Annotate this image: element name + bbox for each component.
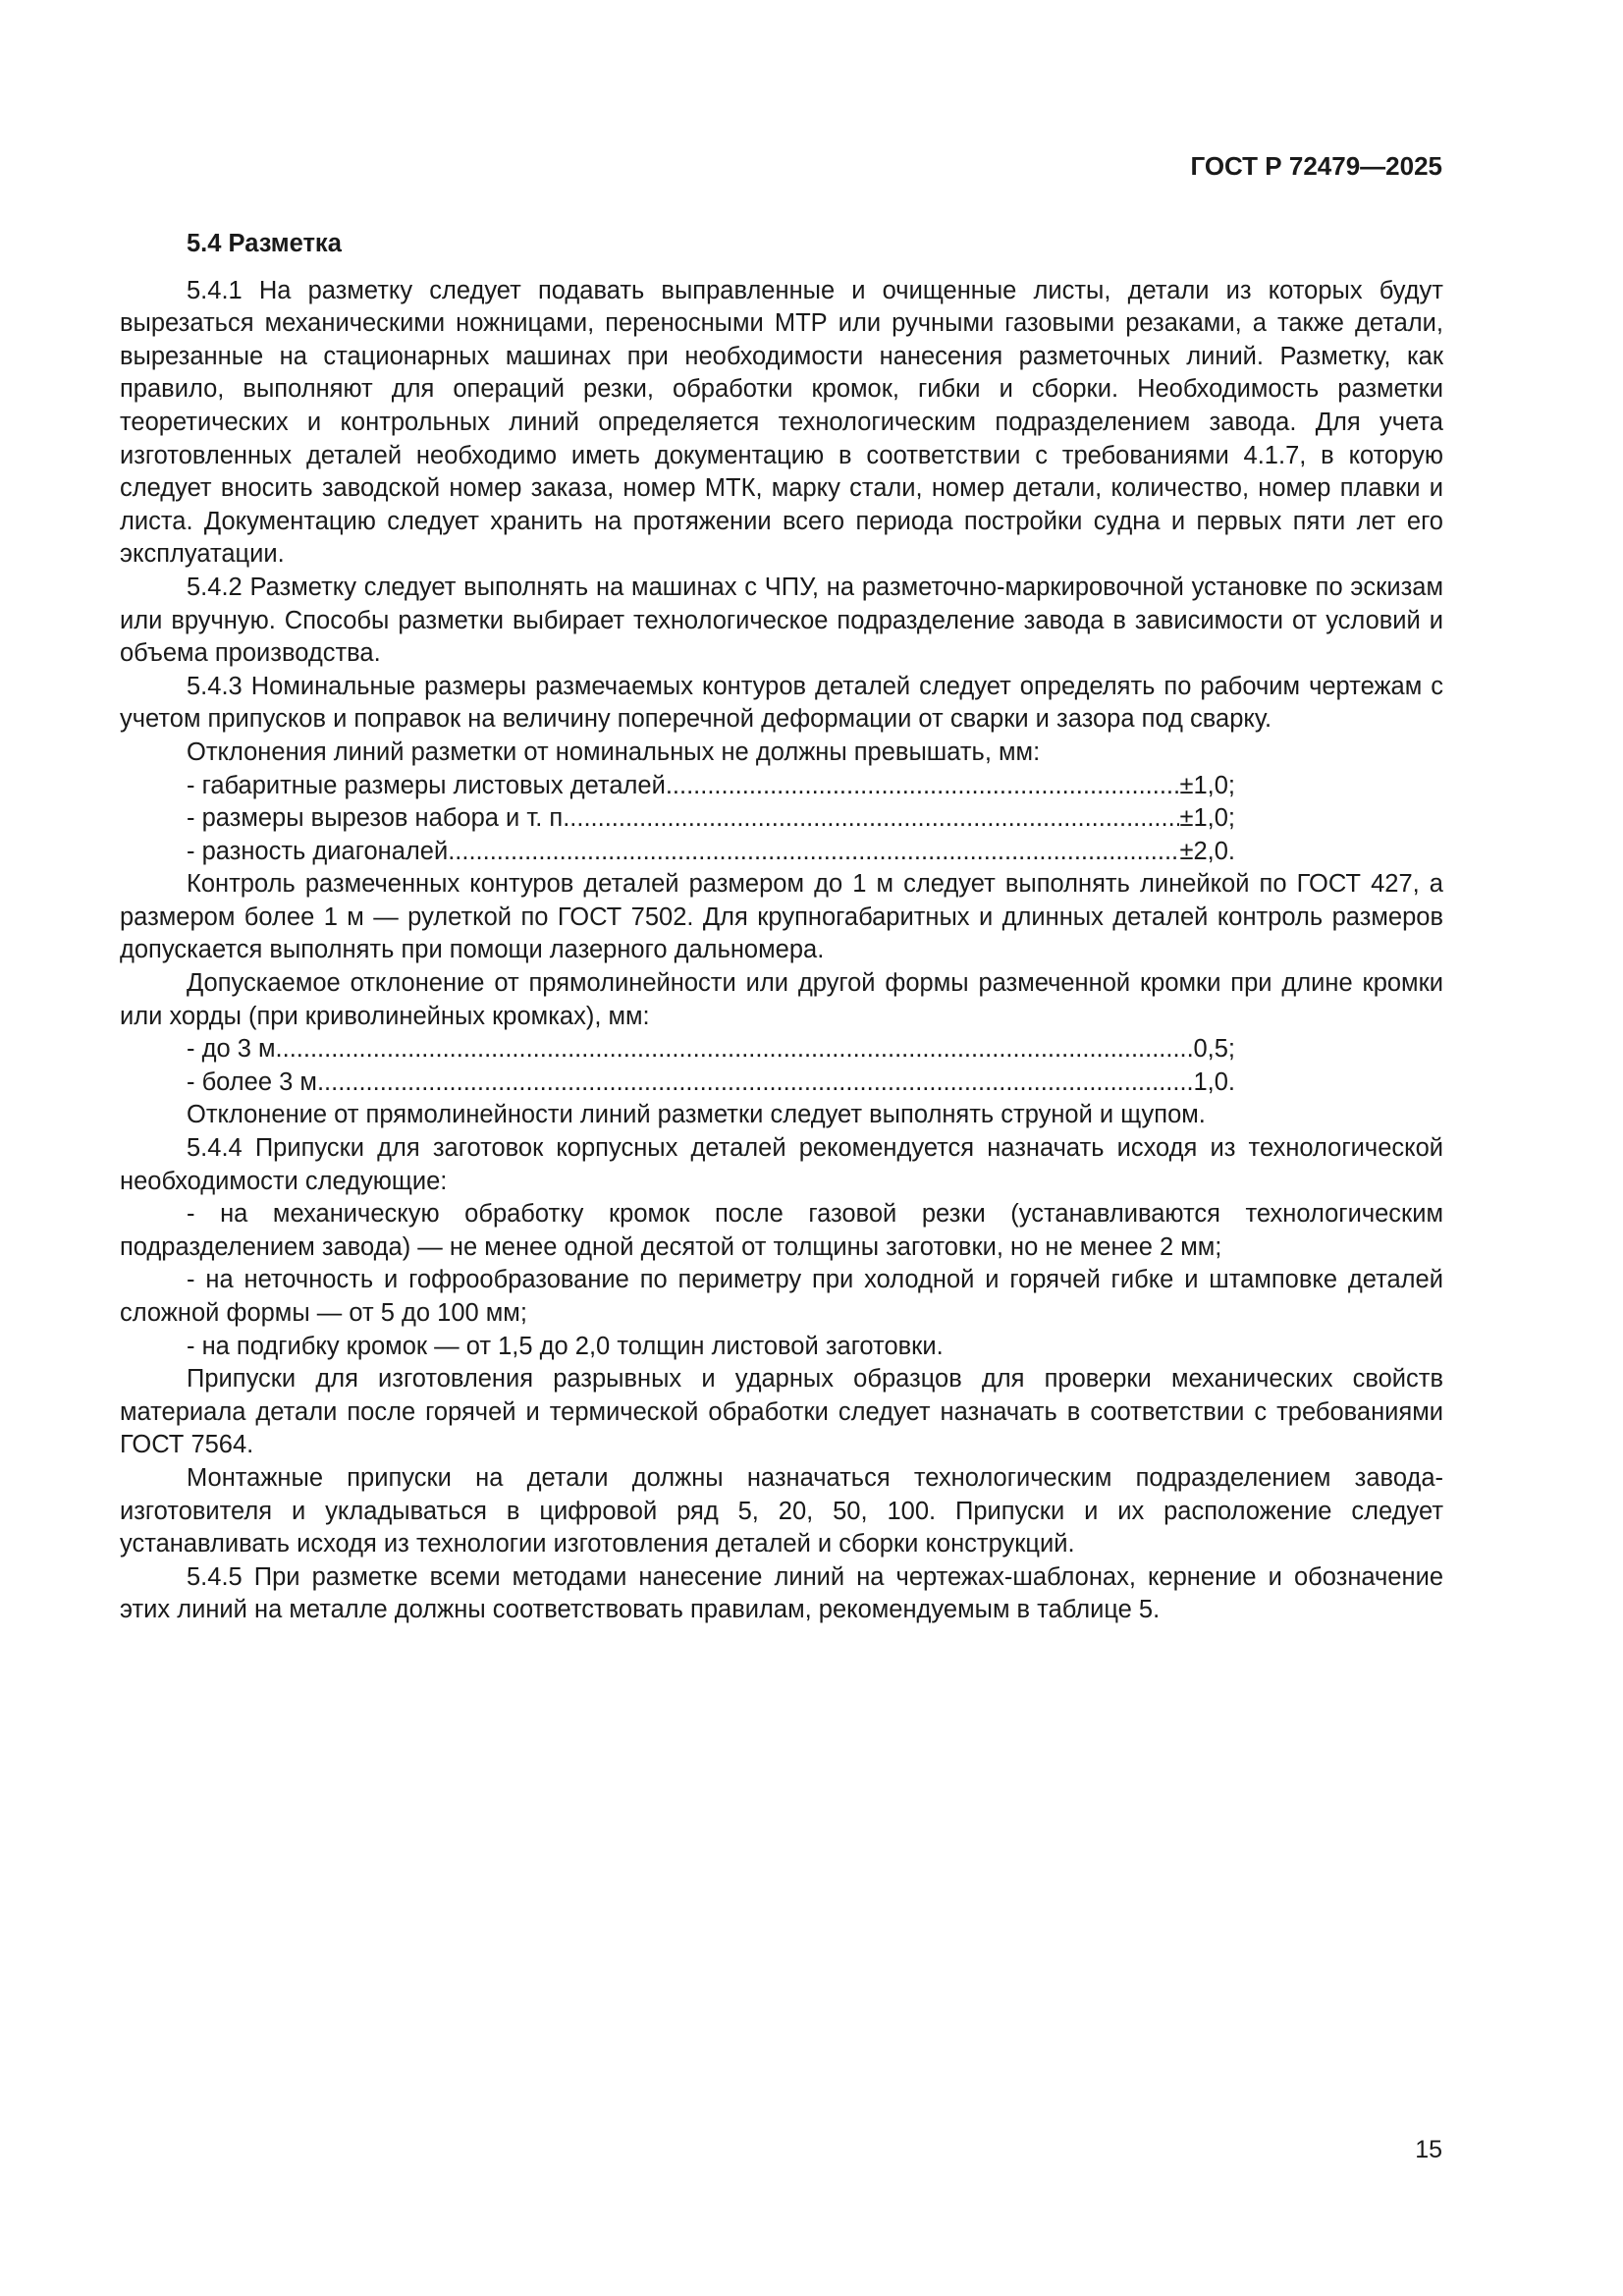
deviation-item (187, 836, 1235, 869)
dot-leader (448, 836, 1179, 869)
straightness-intro: Допускаемое отклонение от прямолинейности или другой формы размеченной кромки при длине кромки или хорды (при криволинейных кромках), мм: (120, 969, 1443, 1030)
paragraph-5-4-5: 5.4.5 При разметке всеми методами нанесение линий на чертежах-шаблонах, кернение и обозначение этих линий на металле должны соответствовать правилам, рекомендуемым в таблице 5. (120, 1562, 1443, 1624)
deviation-item (187, 802, 1235, 836)
dot-leader (276, 1033, 1194, 1066)
page-content (120, 228, 1443, 1627)
deviation-intro: Отклонения линий разметки от номинальных не должны превышать, мм: (187, 738, 1041, 766)
deviation-value: ±2,0. (1179, 837, 1235, 865)
mounting-paragraph: Монтажные припуски на детали должны назначаться технологическим подразделением завода-изготовителя и укладываться в цифровой ряд 5, 20, 50, 100. Припуски и их расположение следует устанавливать исходя из технологии изготовления деталей и сборки конструкций. (120, 1463, 1443, 1558)
straightness-value: 0,5; (1193, 1035, 1235, 1064)
straightness-item (187, 1066, 1235, 1100)
allowance-item: - на неточность и гофрообразование по периметру при холодной и горячей гибке и штамповке деталей сложной формы — от 5 до 100 мм; (120, 1266, 1443, 1327)
paragraph-5-4-1: 5.4.1 На разметку следует подавать выправленные и очищенные листы, детали из которых будут вырезаться механическими ножницами, переносными МТР или ручными газовыми резаками, а также детали, вырезанные на стационарных машинах при необходимости нанесения разметочных линий. Разметку, как правило, выполняют для операций резки, обработки кромок, гибки и сборки. Необходимость разметки теоретических и контрольных линий определяется технологическим подразделением завода. Для учета изготовленных деталей необходимо иметь документацию в соответствии с требованиями 4.1.7, в которую следует вносить заводской номер заказа, номер МТК, марку стали, номер детали, количество, номер плавки и листа. Документацию следует хранить на протяжении всего периода постройки судна и первых пяти лет его эксплуатации. (120, 276, 1443, 569)
deviation-item (187, 770, 1235, 803)
paragraph-5-4-2: 5.4.2 Разметку следует выполнять на машинах с ЧПУ, на разметочно-маркировочной установке по эскизам или вручную. Способы разметки выбирает технологическое подразделение завода в зависимости от условий и объема производства. (120, 573, 1443, 668)
deviation-label: - размеры вырезов набора и т. п. (187, 804, 570, 833)
dot-leader (569, 802, 1179, 836)
deviation-value: ±1,0; (1179, 804, 1235, 833)
section-title: 5.4 Разметка (187, 230, 342, 257)
document-id: ГОСТ Р 72479—2025 (1190, 151, 1442, 181)
straightness-value: 1,0. (1193, 1067, 1235, 1096)
deviation-value: ±1,0; (1179, 771, 1235, 799)
dot-leader (666, 770, 1180, 803)
deviation-label: - габаритные размеры листовых деталей (187, 771, 666, 799)
allowance-item: - на подгибку кромок — от 1,5 до 2,0 толщин листовой заготовки. (187, 1332, 944, 1360)
paragraph-5-4-4: 5.4.4 Припуски для заготовок корпусных деталей рекомендуется назначать исходя из технологической необходимости следующие: (120, 1134, 1443, 1195)
deviation-label: - разность диагоналей (187, 837, 449, 865)
dot-leader (317, 1066, 1194, 1100)
control-paragraph: Контроль размеченных контуров деталей размером до 1 м следует выполнять линейкой по ГОСТ 427, а размером более 1 м — рулеткой по ГОСТ 7502. Для крупногабаритных и длинных деталей контроль размеров допускается выполнять при помощи лазерного дальномера. (120, 870, 1443, 964)
allowance-item: - на механическую обработку кромок после газовой резки (устанавливаются технологическим подразделением завода) — не менее одной десятой от толщины заготовки, но не менее 2 мм; (120, 1200, 1443, 1261)
straightness-label: - до 3 м (187, 1035, 276, 1064)
paragraph-5-4-3: 5.4.3 Номинальные размеры размечаемых контуров деталей следует определять по рабочим чертежам с учетом припусков и поправок на величину поперечной деформации от сварки и зазора под сварку. (120, 672, 1443, 734)
straightness-check: Отклонение от прямолинейности линий разметки следует выполнять струной и щупом. (187, 1101, 1206, 1129)
straightness-item (187, 1033, 1235, 1066)
page-number: 15 (1415, 2136, 1442, 2163)
samples-paragraph: Припуски для изготовления разрывных и ударных образцов для проверки механических свойств материала детали после горячей и термической обработки следует назначать в соответствии с требованиями ГОСТ 7564. (120, 1365, 1443, 1459)
straightness-label: - более 3 м (187, 1067, 317, 1096)
